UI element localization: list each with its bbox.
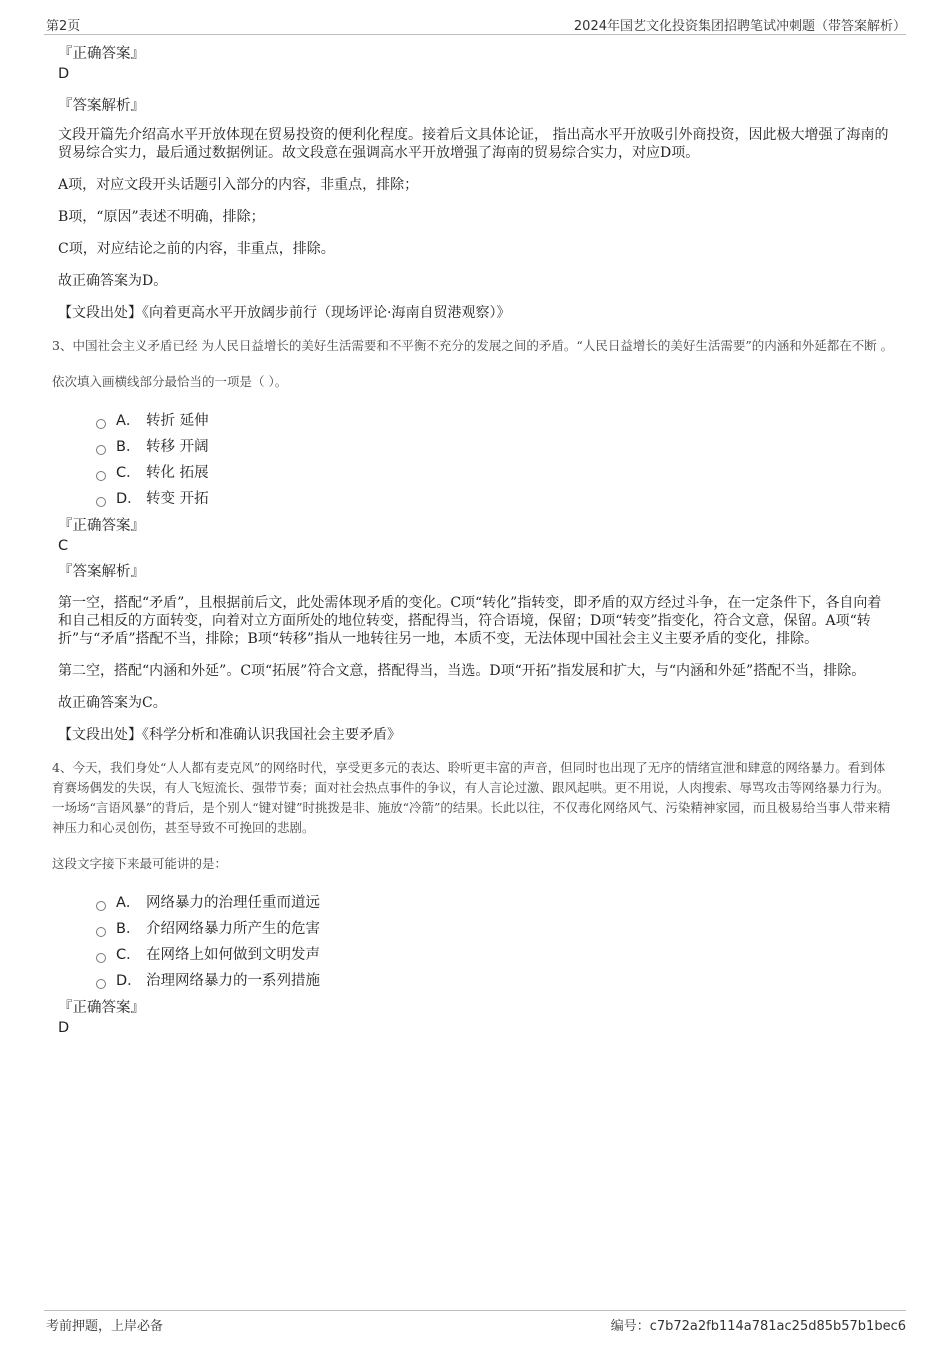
analysis-paragraph: C项，对应结论之前的内容，非重点，排除。 bbox=[58, 241, 335, 257]
option-list bbox=[96, 408, 894, 512]
question-prompt: 这段文字接下来最可能讲的是： bbox=[52, 856, 228, 871]
analysis-paragraph: A项，对应文段开头话题引入部分的内容，非重点，排除； bbox=[58, 177, 419, 193]
radio-icon[interactable] bbox=[96, 953, 106, 963]
option-letter: D． bbox=[116, 973, 142, 989]
option-letter: C． bbox=[116, 465, 141, 481]
page-header bbox=[44, 14, 906, 35]
option-letter: C． bbox=[116, 947, 141, 963]
analysis-paragraph: 文段开篇先介绍高水平开放体现在贸易投资的便利化程度。接着后文具体论证， 指出高水平开放吸引外商投资，因此极大增强了海南的贸易综合实力，最后通过数据例证。故文段意在强调高水平开放增强了海南的贸易综合实力，对应D项。 bbox=[58, 127, 889, 161]
option-letter: B． bbox=[116, 921, 141, 937]
option-b[interactable] bbox=[96, 434, 894, 460]
radio-icon[interactable] bbox=[96, 927, 106, 937]
radio-icon[interactable] bbox=[96, 901, 106, 911]
option-text: 介绍网络暴力所产生的危害 bbox=[146, 921, 320, 937]
answer-label: 『正确答案』 bbox=[58, 46, 145, 62]
option-text: 转移 开阔 bbox=[146, 439, 209, 455]
radio-icon[interactable] bbox=[96, 497, 106, 507]
answer-label: 『正确答案』 bbox=[58, 518, 145, 534]
question-text: 3、中国社会主义矛盾已经 为人民日益增长的美好生活需要和不平衡不充分的发展之间的矛盾。“人民日益增长的美好生活需要”的内涵和外延都在不断 。 bbox=[52, 338, 894, 353]
analysis-paragraph: 第一空，搭配“矛盾”，且根据前后文，此处需体现矛盾的变化。C项“转化”指转变，即矛盾的双方经过斗争，在一定条件下，各自向着和自己相反的方面转变，向着对立方面所处的地位转变，搭配得当，符合语境，保留；D项“转变”指变化，符合文意，保留。A项“转折”与“矛盾”搭配不当，排除；B项“转移”指从一地转往另一地，本质不变，无法体现中国社会主义主要矛盾的变化，排除。 bbox=[58, 595, 882, 647]
option-text: 网络暴力的治理任重而道远 bbox=[146, 895, 320, 911]
page-number: 第2页 bbox=[46, 19, 81, 34]
question-text: 4、今天，我们身处“人人都有麦克风”的网络时代，享受更多元的表达、聆听更丰富的声音，但同时也出现了无序的情绪宣泄和肆意的网络暴力。看到体育赛场偶发的失误，有人飞短流长、强带节奏；面对社会热点事件的争议，有人言论过激、跟风起哄。更不用说，人肉搜索、辱骂攻击等网络暴力行为。一场场“言语风暴”的背后，是个别人“键对键”时挑拨是非、施放“冷箭”的结果。长此以往，不仅毒化网络风气、污染精神家园，而且极易给当事人带来精神压力和心灵创伤，甚至导致不可挽回的悲剧。 bbox=[52, 760, 891, 835]
option-letter: D． bbox=[116, 491, 142, 507]
analysis-paragraph: 故正确答案为D。 bbox=[58, 273, 168, 289]
source-citation: 【文段出处】《科学分析和准确认识我国社会主要矛盾》 bbox=[58, 727, 401, 743]
option-a[interactable] bbox=[96, 890, 894, 916]
option-a[interactable] bbox=[96, 408, 894, 434]
document-id: 编号：c7b72a2fb114a781ac25d85b57b1bec6 bbox=[610, 1319, 906, 1334]
analysis-paragraph: 故正确答案为C。 bbox=[58, 695, 167, 711]
question-prompt: 依次填入画横线部分最恰当的一项是（ ）。 bbox=[52, 374, 288, 389]
document-body bbox=[52, 44, 894, 1050]
page-footer bbox=[44, 1310, 906, 1335]
analysis-label: 『答案解析』 bbox=[58, 98, 145, 114]
source-citation: 【文段出处】《向着更高水平开放阔步前行（现场评论·海南自贸港观察）》 bbox=[58, 305, 511, 321]
option-text: 治理网络暴力的一系列措施 bbox=[146, 973, 320, 989]
analysis-paragraph: B项，“原因”表述不明确，排除； bbox=[58, 209, 265, 225]
option-d[interactable] bbox=[96, 486, 894, 512]
option-text: 在网络上如何做到文明发声 bbox=[146, 947, 320, 963]
answer-value: D bbox=[58, 66, 70, 82]
document-title: 2024年国艺文化投资集团招聘笔试冲刺题（带答案解析） bbox=[573, 19, 906, 34]
analysis-label: 『答案解析』 bbox=[58, 564, 145, 580]
option-text: 转化 拓展 bbox=[146, 465, 209, 481]
radio-icon[interactable] bbox=[96, 979, 106, 989]
answer-value: C bbox=[58, 538, 69, 554]
option-b[interactable] bbox=[96, 916, 894, 942]
option-letter: B． bbox=[116, 439, 141, 455]
radio-icon[interactable] bbox=[96, 471, 106, 481]
radio-icon[interactable] bbox=[96, 419, 106, 429]
answer-label: 『正确答案』 bbox=[58, 1000, 145, 1016]
analysis-paragraph: 第二空，搭配“内涵和外延”。C项“拓展”符合文意，搭配得当，当选。D项“开拓”指发展和扩大，与“内涵和外延”搭配不当，排除。 bbox=[58, 663, 866, 679]
option-letter: A． bbox=[116, 413, 141, 429]
answer-value: D bbox=[58, 1020, 70, 1036]
option-list bbox=[96, 890, 894, 994]
footer-slogan: 考前押题，上岸必备 bbox=[46, 1319, 164, 1334]
option-text: 转折 延伸 bbox=[146, 413, 209, 429]
option-c[interactable] bbox=[96, 942, 894, 968]
option-c[interactable] bbox=[96, 460, 894, 486]
option-d[interactable] bbox=[96, 968, 894, 994]
option-text: 转变 开拓 bbox=[146, 491, 209, 507]
option-letter: A． bbox=[116, 895, 141, 911]
radio-icon[interactable] bbox=[96, 445, 106, 455]
